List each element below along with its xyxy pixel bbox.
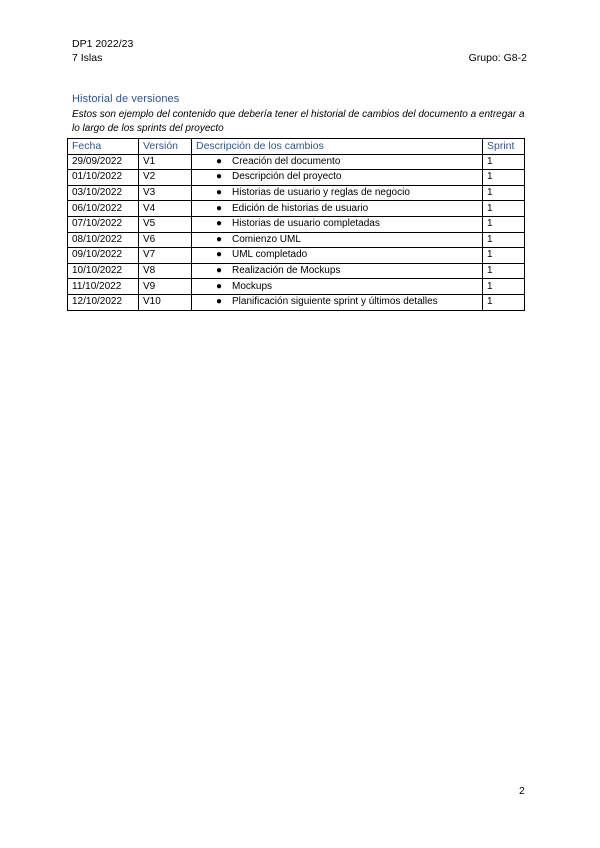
cell-descripcion-text: Creación del documento	[232, 155, 341, 167]
cell-fecha: 01/10/2022	[68, 170, 139, 186]
cell-fecha: 06/10/2022	[68, 201, 139, 217]
bullet-icon: ●	[216, 187, 223, 199]
cell-descripcion	[192, 279, 483, 295]
cell-descripcion	[192, 248, 483, 264]
cell-descripcion-text: Descripción del proyecto	[232, 171, 342, 183]
cell-descripcion	[192, 154, 483, 170]
table-row	[68, 232, 525, 248]
cell-sprint: 1	[483, 170, 525, 186]
bullet-icon: ●	[216, 265, 223, 277]
cell-version: V1	[139, 154, 192, 170]
table-row	[68, 248, 525, 264]
team-label: 7 Islas	[72, 52, 103, 64]
column-header-version: Versión	[139, 139, 192, 155]
bullet-icon: ●	[216, 171, 223, 183]
cell-fecha: 08/10/2022	[68, 232, 139, 248]
cell-fecha: 29/09/2022	[68, 154, 139, 170]
table-row	[68, 294, 525, 310]
cell-descripcion	[192, 170, 483, 186]
column-header-descripcion: Descripción de los cambios	[192, 139, 483, 155]
cell-descripcion	[192, 263, 483, 279]
table-row	[68, 201, 525, 217]
cell-descripcion-text: UML completado	[232, 249, 308, 261]
cell-descripcion	[192, 201, 483, 217]
cell-version: V4	[139, 201, 192, 217]
cell-version: V6	[139, 232, 192, 248]
table-row	[68, 154, 525, 170]
table-row	[68, 170, 525, 186]
cell-version: V10	[139, 294, 192, 310]
cell-version: V5	[139, 216, 192, 232]
cell-sprint: 1	[483, 154, 525, 170]
cell-sprint: 1	[483, 294, 525, 310]
cell-fecha: 10/10/2022	[68, 263, 139, 279]
bullet-icon: ●	[216, 202, 223, 214]
cell-sprint: 1	[483, 201, 525, 217]
cell-descripcion	[192, 185, 483, 201]
version-history-table	[67, 138, 525, 311]
cell-descripcion-text: Realización de Mockups	[232, 265, 341, 277]
cell-fecha: 12/10/2022	[68, 294, 139, 310]
cell-fecha: 07/10/2022	[68, 216, 139, 232]
cell-descripcion-text: Historias de usuario completadas	[232, 218, 380, 230]
table-row	[68, 263, 525, 279]
cell-fecha: 11/10/2022	[68, 279, 139, 295]
section-title: Historial de versiones	[72, 93, 180, 105]
cell-version: V9	[139, 279, 192, 295]
cell-version: V8	[139, 263, 192, 279]
document-header-left	[72, 37, 133, 65]
cell-version: V7	[139, 248, 192, 264]
table-row	[68, 216, 525, 232]
table-row	[68, 185, 525, 201]
cell-sprint: 1	[483, 263, 525, 279]
cell-descripcion	[192, 232, 483, 248]
cell-sprint: 1	[483, 232, 525, 248]
cell-sprint: 1	[483, 248, 525, 264]
bullet-icon: ●	[216, 249, 223, 261]
cell-descripcion-text: Edición de historias de usuario	[232, 202, 369, 214]
cell-version: V3	[139, 185, 192, 201]
table-row	[68, 279, 525, 295]
cell-descripcion-text: Planificación siguiente sprint y últimos detalles	[232, 296, 438, 308]
bullet-icon: ●	[216, 155, 223, 167]
column-header-fecha: Fecha	[68, 139, 139, 155]
bullet-icon: ●	[216, 233, 223, 245]
group-label: Grupo: G8-2	[468, 52, 527, 64]
cell-sprint: 1	[483, 216, 525, 232]
bullet-icon: ●	[216, 218, 223, 230]
cell-version: V2	[139, 170, 192, 186]
bullet-icon: ●	[216, 296, 223, 308]
cell-descripcion	[192, 216, 483, 232]
section-intro: Estos son ejemplo del contenido que debería tener el historial de cambios del documento a entregar a lo largo de los sprints del proyecto	[72, 109, 525, 134]
cell-fecha: 03/10/2022	[68, 185, 139, 201]
cell-descripcion	[192, 294, 483, 310]
table-header-row	[68, 139, 525, 155]
cell-descripcion-text: Historias de usuario y reglas de negocio	[232, 187, 410, 199]
cell-descripcion-text: Comienzo UML	[232, 233, 301, 245]
cell-sprint: 1	[483, 279, 525, 295]
page-number: 2	[519, 785, 525, 797]
bullet-icon: ●	[216, 280, 223, 292]
cell-descripcion-text: Mockups	[232, 280, 273, 292]
course-label: DP1 2022/23	[72, 38, 134, 50]
column-header-sprint: Sprint	[483, 139, 525, 155]
cell-sprint: 1	[483, 185, 525, 201]
cell-fecha: 09/10/2022	[68, 248, 139, 264]
